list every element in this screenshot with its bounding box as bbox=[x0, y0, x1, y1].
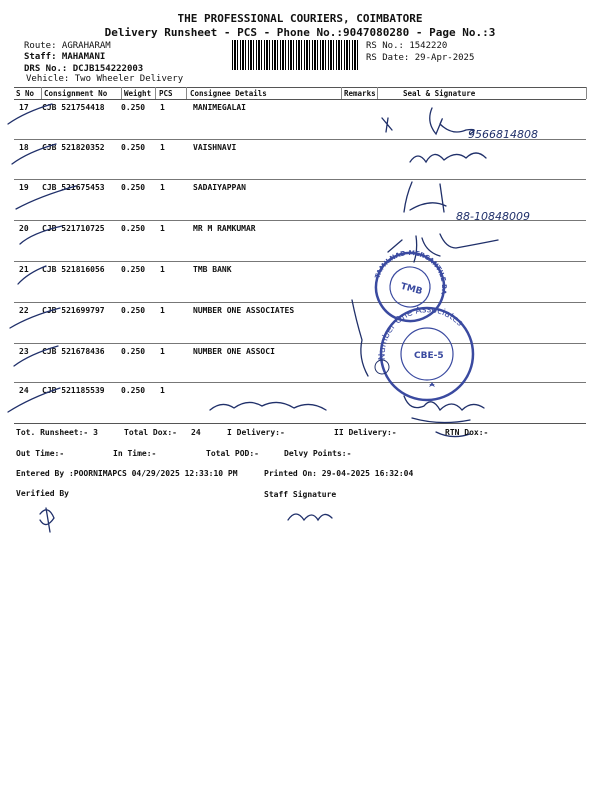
col-header-sno: S No bbox=[16, 89, 35, 98]
row-divider bbox=[14, 261, 586, 262]
company-title: THE PROFESSIONAL COURIERS, COIMBATORE bbox=[177, 12, 423, 25]
cell-pcs: 1 bbox=[160, 143, 165, 152]
staff-signature bbox=[288, 514, 332, 520]
cell-consignment: CJB 521816056 bbox=[42, 265, 105, 274]
cell-consignee: MANIMEGALAI bbox=[193, 103, 246, 112]
staff-label: Staff: MAHAMANI bbox=[24, 52, 106, 62]
printed-on: Printed On: 29-04-2025 16:32:04 bbox=[264, 469, 414, 478]
signature-remarks bbox=[352, 300, 368, 376]
signature-24 bbox=[404, 396, 484, 423]
signature-24-text bbox=[210, 402, 326, 410]
row-divider bbox=[14, 343, 586, 344]
tot-runsheet: Tot. Runsheet:- 3 bbox=[16, 428, 98, 437]
cell-consignment: CJB 521710725 bbox=[42, 224, 105, 233]
cell-consignee: NUMBER ONE ASSOCI bbox=[193, 347, 275, 356]
cell-sno: 18 bbox=[19, 143, 29, 152]
cell-sno: 20 bbox=[19, 224, 29, 233]
cell-sno: 19 bbox=[19, 183, 29, 192]
col-divider bbox=[41, 87, 42, 99]
noa-stamp-center: CBE-5 bbox=[414, 351, 444, 361]
cell-consignment: CJB 521185539 bbox=[42, 386, 105, 395]
staff-signature-label: Staff Signature bbox=[264, 490, 337, 499]
cell-sno: 24 bbox=[19, 386, 29, 395]
table-bottom-border bbox=[14, 423, 586, 424]
row-divider bbox=[14, 382, 586, 383]
col-divider bbox=[341, 87, 342, 99]
cell-pcs: 1 bbox=[160, 347, 165, 356]
cell-pcs: 1 bbox=[160, 224, 165, 233]
noa-stamp-text: Number One Associates bbox=[377, 305, 465, 361]
col-divider bbox=[377, 87, 378, 99]
cell-weight: 0.250 bbox=[121, 386, 146, 395]
cell-sno: 23 bbox=[19, 347, 29, 356]
runsheet-subtitle: Delivery Runsheet - PCS - Phone No.:9047080280 - Page No.:3 bbox=[104, 26, 496, 39]
signature-20 bbox=[388, 234, 498, 262]
cell-consignee: VAISHNAVI bbox=[193, 143, 237, 152]
cell-consignment: CJB 521820352 bbox=[42, 143, 105, 152]
cell-weight: 0.250 bbox=[121, 265, 146, 274]
cell-sno: 21 bbox=[19, 265, 29, 274]
cell-consignee: NUMBER ONE ASSOCIATES bbox=[193, 306, 295, 315]
tmb-stamp-center: TMB bbox=[399, 281, 424, 298]
circled-number-mark bbox=[375, 360, 389, 374]
col-divider bbox=[121, 87, 122, 99]
rtn-dox: RTN Dox:- bbox=[445, 428, 489, 437]
row-divider bbox=[14, 139, 586, 140]
cell-consignment: CJB 521675453 bbox=[42, 183, 105, 192]
i-delivery: I Delivery:- bbox=[227, 428, 285, 437]
col-divider bbox=[155, 87, 156, 99]
phone-note-17: 9566814808 bbox=[468, 128, 538, 141]
signature-18 bbox=[410, 153, 486, 162]
route-label: Route: AGRAHARAM bbox=[24, 41, 111, 51]
cell-sno: 17 bbox=[19, 103, 29, 112]
cell-weight: 0.250 bbox=[121, 306, 146, 315]
header-bottom-border bbox=[14, 99, 586, 100]
total-dox-value: 24 bbox=[191, 428, 201, 437]
entered-by: Entered By :POORNIMAPCS 04/29/2025 12:33:10 PM bbox=[16, 469, 238, 478]
tmb-stamp-text: TAMILNAD MERCANTILE BANK bbox=[373, 248, 449, 295]
cell-consignee: MR M RAMKUMAR bbox=[193, 224, 256, 233]
col-header-weight: Weight bbox=[124, 89, 152, 98]
total-dox-label: Total Dox:- bbox=[124, 428, 177, 437]
cell-weight: 0.250 bbox=[121, 103, 146, 112]
cell-weight: 0.250 bbox=[121, 347, 146, 356]
cell-pcs: 1 bbox=[160, 183, 165, 192]
drs-number: DRS No.: DCJB154222003 bbox=[24, 64, 144, 74]
cell-pcs: 1 bbox=[160, 386, 165, 395]
verified-signature bbox=[40, 508, 54, 532]
phone-note-19: 88-10848009 bbox=[456, 210, 530, 223]
cell-consignment: CJB 521699797 bbox=[42, 306, 105, 315]
rs-date: RS Date: 29-Apr-2025 bbox=[366, 53, 475, 63]
cell-pcs: 1 bbox=[160, 103, 165, 112]
row-divider bbox=[14, 179, 586, 180]
cell-sno: 22 bbox=[19, 306, 29, 315]
cell-consignment: CJB 521678436 bbox=[42, 347, 105, 356]
signature-19 bbox=[404, 182, 446, 212]
cell-weight: 0.250 bbox=[121, 224, 146, 233]
cell-consignee: TMB BANK bbox=[193, 265, 232, 274]
cell-weight: 0.250 bbox=[121, 143, 146, 152]
row-divider bbox=[14, 302, 586, 303]
verified-by: Verified By bbox=[16, 489, 69, 498]
cell-pcs: 1 bbox=[160, 265, 165, 274]
in-time: In Time:- bbox=[113, 449, 157, 458]
table-top-border bbox=[14, 87, 586, 88]
out-time: Out Time:- bbox=[16, 449, 65, 458]
cell-consignment: CJB 521754418 bbox=[42, 103, 105, 112]
cell-pcs: 1 bbox=[160, 306, 165, 315]
rs-number: RS No.: 1542220 bbox=[366, 41, 448, 51]
col-header-pcs: PCS bbox=[159, 89, 173, 98]
col-header-consignment: Consignment No bbox=[44, 89, 108, 98]
total-pod: Total POD:- bbox=[206, 449, 259, 458]
barcode bbox=[232, 40, 358, 70]
col-header-consignee: Consignee Details bbox=[190, 89, 267, 98]
svg-text:Number One Associates bbox=[378, 305, 465, 360]
delvy-points: Delvy Points:- bbox=[284, 449, 352, 458]
col-divider bbox=[586, 87, 587, 99]
number-one-associates-stamp bbox=[378, 305, 473, 400]
cell-weight: 0.250 bbox=[121, 183, 146, 192]
cell-consignee: SADAIYAPPAN bbox=[193, 183, 246, 192]
col-header-seal: Seal & Signature bbox=[403, 89, 476, 98]
row-divider bbox=[14, 220, 586, 221]
signature-17 bbox=[382, 108, 474, 134]
col-divider bbox=[186, 87, 187, 99]
vehicle-label: Vehicle: Two Wheeler Delivery bbox=[26, 74, 184, 84]
ii-delivery: II Delivery:- bbox=[334, 428, 397, 437]
col-header-remarks: Remarks bbox=[344, 89, 376, 98]
